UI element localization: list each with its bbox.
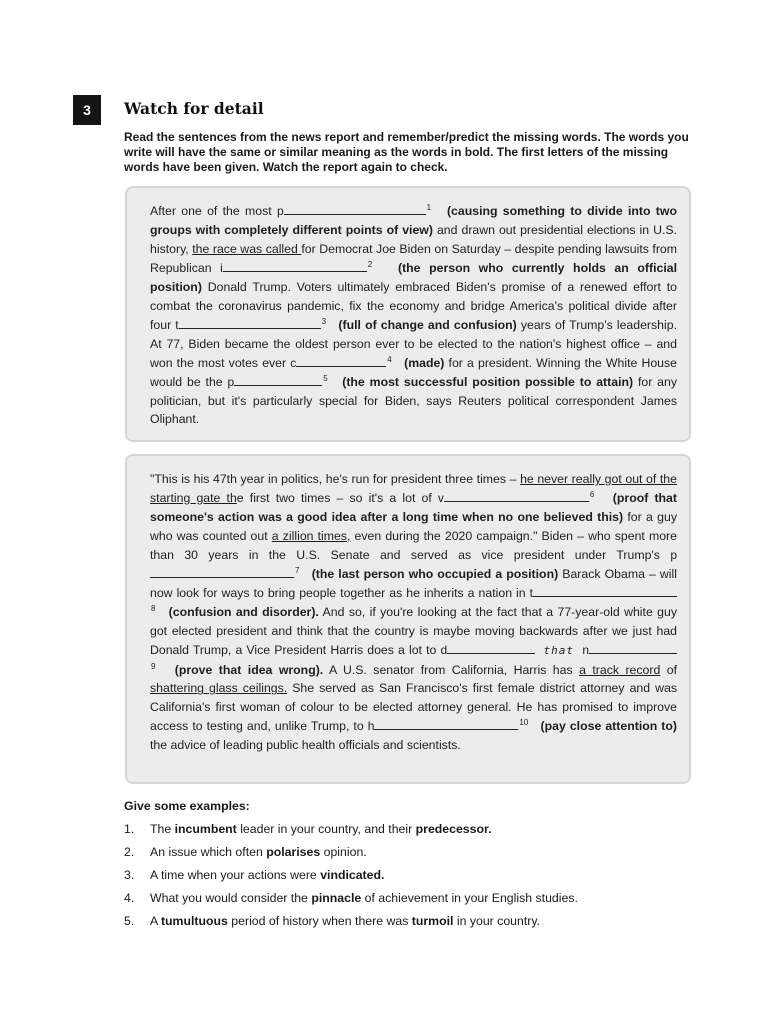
keyword: pinnacle [311,891,362,905]
item-number: 3. [124,868,135,882]
text: of achievement in your English studies. [361,891,578,905]
bold-definition: (proof that someone's action was a good idea after a long time when no one believed this) [150,490,677,524]
text: A [150,914,161,928]
text: Barack Obama – will now look for ways to bring people together as he inherits a nation in [150,566,678,600]
gap-letter: h [367,719,375,734]
gap-number: 3 [321,316,327,326]
underlined-phrase: shattering glass ceilings. [150,681,288,696]
keyword: polarises [266,845,321,859]
gap-number: 5 [323,373,328,383]
text: for a president. Winning the White House would be the [150,355,678,389]
underlined-phrase: a track record [579,662,661,677]
bold-definition: (pay close attention to) [540,719,678,734]
text: Donald Trump. Voters ultimately embraced Biden's promise of a renewed effort to combat the coronavirus pandemic, fix the economy and bridge America's political divide after four [150,279,677,332]
gap-number: 8 [151,603,156,613]
keyword: turmoil [411,914,454,928]
gap-letter: i [220,260,223,275]
gap-line [223,259,367,272]
gap-number: 7 [295,565,300,575]
text: leader in your country, and their [236,822,416,836]
examples-list [124,822,578,937]
text: period of history when there was [227,914,412,928]
gap-letter: c [290,355,297,370]
handwritten-word: that [535,643,583,657]
gap-10[interactable] [368,719,529,733]
list-item [124,868,578,891]
underlined-phrase: the race was called [192,241,302,256]
bold-definition: (the person who currently holds an official position) [150,260,677,294]
item-number: 5. [124,914,135,928]
gap-number: 10 [519,718,529,728]
bold-definition: (made) [404,355,445,370]
bold-definition: (full of change and confusion) [338,317,517,332]
gap-letter: p [670,547,677,562]
gap-line [179,316,321,329]
text: An issue which often [150,845,267,859]
gap-line [533,584,677,597]
gap-line [589,641,677,654]
gap-9a[interactable] [440,643,535,657]
gap-line [284,202,426,215]
item-number: 4. [124,891,135,905]
gap-6[interactable] [438,491,594,505]
gap-3[interactable] [175,318,326,332]
text: of [660,662,677,677]
list-item [124,822,578,845]
keyword: vindicated. [320,868,385,882]
gap-line [150,565,294,578]
text: A time when your actions were [150,868,321,882]
gap-number: 2 [367,259,373,269]
gap-1[interactable] [277,204,431,218]
text: even during the 2020 campaign." Biden – who spent more than 30 years in the U.S. Senate and served as vice president under Trump's [150,528,677,562]
text: and drawn out presidential elections in U.S. history, [150,222,677,256]
gap-letter: t [175,317,179,332]
text: in your country. [453,914,541,928]
reading-panel-2 [125,454,691,784]
text: She served as San Francisco's first female district attorney and was California's first woman of colour to be elected attorney general. He has promised to improve access to testing and, unlike Trump, to [150,681,677,734]
gap-letter: p [227,374,235,389]
item-number: 1. [124,822,135,836]
gap-letter: p [276,204,284,218]
text: A U.S. senator from California, Harris has [323,662,580,677]
gap-line [234,373,322,386]
gap-2[interactable] [220,261,372,275]
gap-number: 6 [589,489,595,499]
bold-definition: (confusion and disorder). [168,604,319,619]
text: years of Trump's leadership. At 77, Biden became the oldest person ever to be elected to the nation's highest office – and won the most votes ever [150,317,678,370]
bold-definition: (the most successful position possible to attain) [342,374,634,389]
gap-number: 4 [387,354,392,364]
text: for a guy who was counted out [150,509,678,543]
text: for Democrat Joe Biden on Saturday – despite pending lawsuits from Republican [150,241,677,275]
gap-letter: v [437,490,444,505]
underlined-phrase: a zillion times, [271,528,351,543]
text: opinion. [320,845,367,859]
examples-heading: Give some examples: [124,799,250,813]
text: The [150,822,175,836]
gap-line [296,354,386,367]
list-item [124,845,578,868]
bold-definition: (the last person who occupied a position) [311,566,559,581]
gap-letter: d [440,642,448,657]
instructions: Read the sentences from the news report and remember/predict the missing words. The words you write will have the same or similar meaning as the words in bold. The first letters of the missing words have been given. Watch the report again to check. [124,130,689,174]
gap-letter: n [582,642,589,657]
text: "This is his 47th year in politics, he's run for president three times – [150,472,521,486]
text: e first two times – so it's a lot of [236,490,438,505]
section-title: Watch for detail [124,99,264,118]
list-item [124,891,578,914]
item-number: 2. [124,845,135,859]
gap-number: 9 [151,661,156,671]
gap-letter: t [529,585,533,600]
text: the advice of leading public health officials and scientists. [150,738,461,753]
gap-line [447,641,535,654]
gap-5[interactable] [228,375,328,389]
keyword: predecessor. [415,822,492,836]
section-number: 3 [73,95,101,125]
gap-number: 1 [426,203,432,212]
bold-definition: (causing something to divide into two groups with completely different points of view) [150,204,677,237]
text: for any politician, but it's particularly special for Biden, says Reuters political correspondent James Oliphant. [150,374,677,427]
gap-line [444,489,589,502]
gap-line [374,717,518,730]
text: What you would consider the [150,891,312,905]
keyword: incumbent [174,822,237,836]
list-item [124,914,578,937]
paragraph-2 [150,470,677,755]
keyword: tumultuous [160,914,228,928]
bold-definition: (prove that idea wrong). [174,662,324,677]
text: And so, if you're looking at the fact that a 77-year-old white guy got elected president and think that the country is maybe moving backwards after we just had Donald Trump, a Vice President Harris does a lot to [150,604,678,657]
underlined-phrase: he never really got out of the starting gate th [150,472,677,505]
gap-4[interactable] [290,356,391,370]
reading-panel-1 [125,186,691,442]
paragraph-1 [150,202,677,429]
text: After one of the most [150,204,277,218]
